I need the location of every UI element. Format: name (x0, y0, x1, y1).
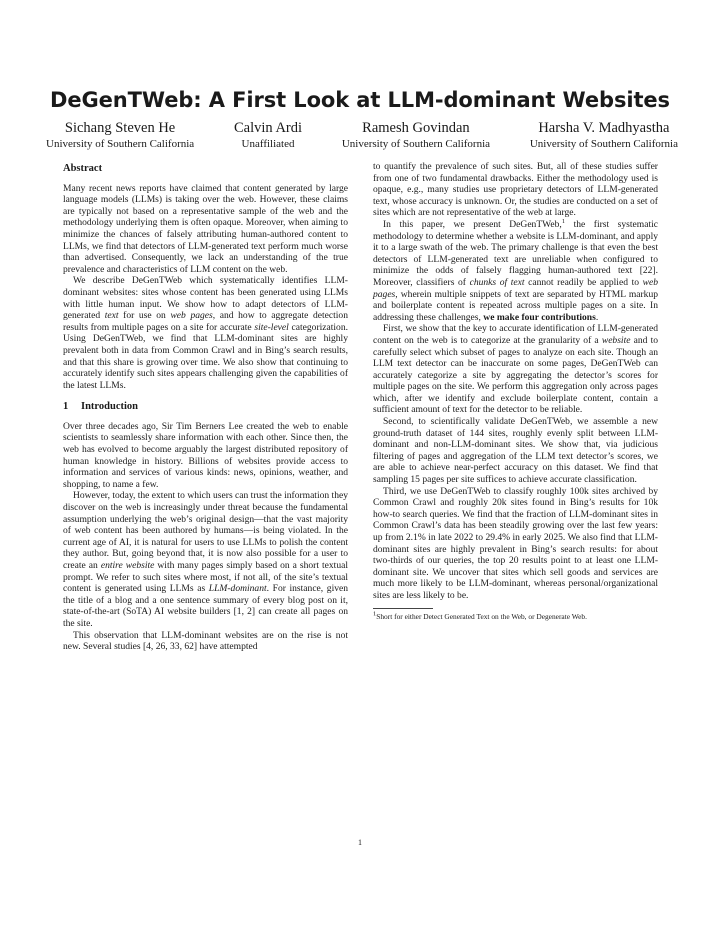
paper-title: DeGenTWeb: A First Look at LLM-dominant Websites (50, 88, 670, 112)
body-paragraph: However, today, the extent to which users can trust the information they discover on the web is increasingly under threat because the fundamental assumption underlying the web’s original design—that the vast majority of web content has been authored by humans—is being violated. In the current age of AI, it is natural for users to use LLMs to polish the content they author. But, going beyond that, it is now also possible for a user to create an entire website with many pages simply based on a short textual prompt. We refer to such sites where most, if not all, of the site’s textual content is generated using LLMs as LLM-dominant. For instance, given the title of a blog and a one sentence summary of every blog post on it, state-of-the-art (SoTA) AI website builders [1, 2] can create all pages on the site. (63, 490, 349, 629)
author-name: Calvin Ardi (233, 120, 303, 136)
body-paragraph: Third, we use DeGenTWeb to classify roughly 100k sites archived by Common Crawl and roughly 20k sites found in Bing’s results for 10k how-to search queries. We find that the fraction of LLM-dominant sites in Common Crawl’s data has been steadily growing over the last few years: up from 2.1% in late 2022 to 29.4% in early 2025. We also find that LLM-dominant sites are highly prevalent in Bing’s search results: for about two-thirds of our queries, the top 20 results point to at least one LLM-dominant site. We uncover that sites which sell goods and services are much more likely to be LLM-dominant, whereas personal/organizational sites are less likely to be. (373, 485, 658, 601)
author-affiliation: University of Southern California (46, 138, 195, 150)
author-block (530, 120, 678, 151)
left-column (63, 161, 348, 653)
section-number: 1 (63, 401, 69, 413)
body-paragraph: Over three decades ago, Sir Tim Berners Lee created the web to enable scientists to seamlessly share information with each other. Since then, the web has evolved to become arguably the largest distributed repository of human knowledge in history. Billions of websites provide access to information and services of various kinds: news, opinions, weather, and shopping, to name a few. (63, 420, 348, 490)
author-name: Harsha V. Madhyastha (538, 120, 670, 136)
author-block (46, 120, 194, 151)
author-name: Ramesh Govindan (362, 120, 470, 136)
author-name: Sichang Steven He (64, 120, 176, 136)
author-block (342, 120, 490, 151)
author-affiliation: University of Southern California (341, 138, 491, 150)
author-affiliation: Unaffiliated (241, 138, 295, 150)
page-number: 1 (358, 838, 362, 847)
footnote-marker[interactable]: 1 (561, 217, 566, 225)
footnote-divider (373, 608, 433, 609)
abstract-heading: Abstract (63, 163, 103, 174)
author-affiliation: University of Southern California (529, 138, 678, 150)
body-paragraph: to quantify the prevalence of such sites. But, all of these studies suffer from one of two fundamental drawbacks. Either the methodology used is opaque, e.g., many studies use proprietary detectors of LLM-generated text, whose accuracy is unknown. Or, the studies are conducted on a set of sites which are not representative of the web at large. (373, 161, 658, 219)
right-column (373, 161, 658, 621)
author-block (234, 120, 302, 151)
author-list (46, 120, 678, 151)
body-paragraph: In this paper, we present DeGenTWeb,$^1$ the first systematic methodology to determine whether a website is LLM-dominant, and apply it to a large swath of the web. The primary challenge is that even the best detectors of LLM-generated text are unreliable when configured to minimize the odds of falsely flagging human-authored text [22]. Moreover, classifiers of chunks of text cannot readily be applied to web pages, wherein multiple snippets of text are separated by HTML markup and boilerplate content is repeated across multiple pages on a site. In addressing these challenges, we make four contributions. (373, 217, 658, 323)
section-heading-introduction (63, 401, 348, 413)
footnote: $^1$Short for either Detect Generated Text on the Web, or Degenerate Web. (373, 610, 587, 621)
body-paragraph: First, we show that the key to accurate identification of LLM-generated content on the web is to categorize at the granularity of a website and to carefully select which subset of pages to analyze on each site. Though an LLM text detector can be inaccurate on some pages, DeGenTWeb can accurately categorize a site by aggregating the detector’s scores for multiple pages on the site. We perform this aggregation only across pages which, after we identify and exclude boilerplate content, contain a sufficient amount of text for the detector to be reliable. (373, 323, 659, 416)
body-paragraph: Second, to scientifically validate DeGenTWeb, we assemble a new ground-truth dataset of 144 sites, roughly evenly split between LLM-dominant and non-LLM-dominant sites. We show that, via judicious filtering of pages and aggregation of the LLM text detector’s scores, we are able to achieve near-perfect accuracy on this dataset. We find that sampling 15 pages per site suffices to achieve accurate classification. (373, 416, 658, 486)
section-title: Introduction (81, 401, 138, 413)
body-paragraph: This observation that LLM-dominant websites are on the rise is not new. Several studies [4, 26, 33, 62] have attempted (63, 629, 348, 653)
abstract-paragraph: We describe DeGenTWeb which systematically identifies LLM-dominant websites: sites whose content has been generated using LLMs with little human input. We show how to adapt detectors of LLM-generated text for use on web pages, and how to aggregate detection results from multiple pages on a site for accurate site-level categorization. Using DeGenTWeb, we find that LLM-dominant sites are highly prevalent both in data from Common Crawl and in Bing’s search results, and that this share is growing over time. We also show that continuing to accurately identify such sites appears challenging given the capabilities of the latest LLMs. (63, 275, 348, 391)
abstract-paragraph: Many recent news reports have claimed that content generated by large language models (LLMs) is taking over the web. However, these claims are typically not based on a representative sample of the web and the methodology underlying them is often opaque. Moreover, when aiming to minimize the chances of falsely attributing human-authored content to LLMs, we find that detectors of LLM-generated text perform much worse than advertised. Consequently, we lack an understanding of the true prevalence and characteristics of LLM content on the web. (63, 182, 348, 275)
